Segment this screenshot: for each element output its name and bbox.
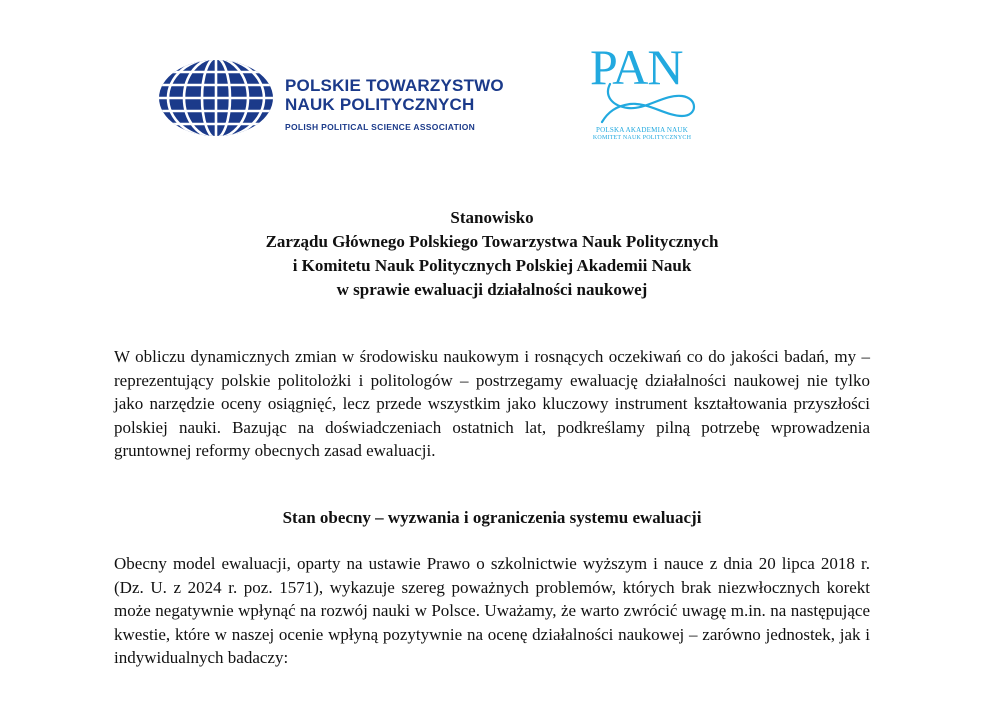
title-line-1: Stanowisko bbox=[450, 208, 534, 227]
pan-name-line2: KOMITET NAUK POLITYCZNYCH bbox=[592, 135, 692, 141]
title-line-4: w sprawie ewaluacji działalności naukowej bbox=[336, 280, 648, 299]
intro-paragraph: W obliczu dynamicznych zmian w środowisku naukowym i rosnących oczekiwań co do jakości badań, my – reprezentujący polskie politolożki i politologów – postrzegamy ewaluację działalności naukowej nie tylko jako narzędzie oceny osiągnięć, lecz przede wszystkim jako kluczowy instrument kształtowania przyszłości polskiej nauki. Bazując na doświadczeniach ostatnich lat, podkreślamy pilną potrzebę wprowadzenia gruntownej reformy obecnych zasad ewaluacji. bbox=[114, 347, 870, 461]
ptnp-logo bbox=[157, 58, 504, 138]
title-line-2: Zarządu Głównego Polskiego Towarzystwa Nauk Politycznych bbox=[265, 232, 719, 251]
document-title bbox=[114, 206, 870, 302]
section-heading: Stan obecny – wyzwania i ograniczenia systemu ewaluacji bbox=[282, 508, 702, 527]
section-paragraph: Obecny model ewaluacji, oparty na ustawie Prawo o szkolnictwie wyższym i nauce z dnia 20 lipca 2018 r. (Dz. U. z 2024 r. poz. 1571), wykazuje szereg poważnych problemów, których brak niezwłocznych korekt może negatywnie wpłynąć na rozwój nauki w Polsce. Uważamy, że warto zwrócić uwagę m.in. na następujące kwestie, które w naszej ocenie wpłyną pozytywnie na ocenę działalności naukowej – zarówno jednostek, jak i indywidualnych badaczy: bbox=[114, 554, 870, 668]
pan-wordmark: PAN bbox=[590, 39, 683, 95]
ptnp-english-name: POLISH POLITICAL SCIENCE ASSOCIATION bbox=[285, 122, 476, 132]
ptnp-name-line2: NAUK POLITYCZNYCH bbox=[285, 95, 475, 114]
pan-logo bbox=[582, 40, 712, 150]
globe-logo-icon bbox=[157, 58, 275, 138]
pan-infinity-swirl-icon bbox=[582, 82, 712, 126]
ptnp-name-line1: POLSKIE TOWARZYSTWO bbox=[285, 76, 504, 95]
ptnp-wordmark bbox=[285, 76, 504, 132]
pan-name-line1: POLSKA AKADEMIA NAUK bbox=[596, 126, 688, 134]
title-line-3: i Komitetu Nauk Politycznych Polskiej Akademii Nauk bbox=[292, 256, 692, 275]
